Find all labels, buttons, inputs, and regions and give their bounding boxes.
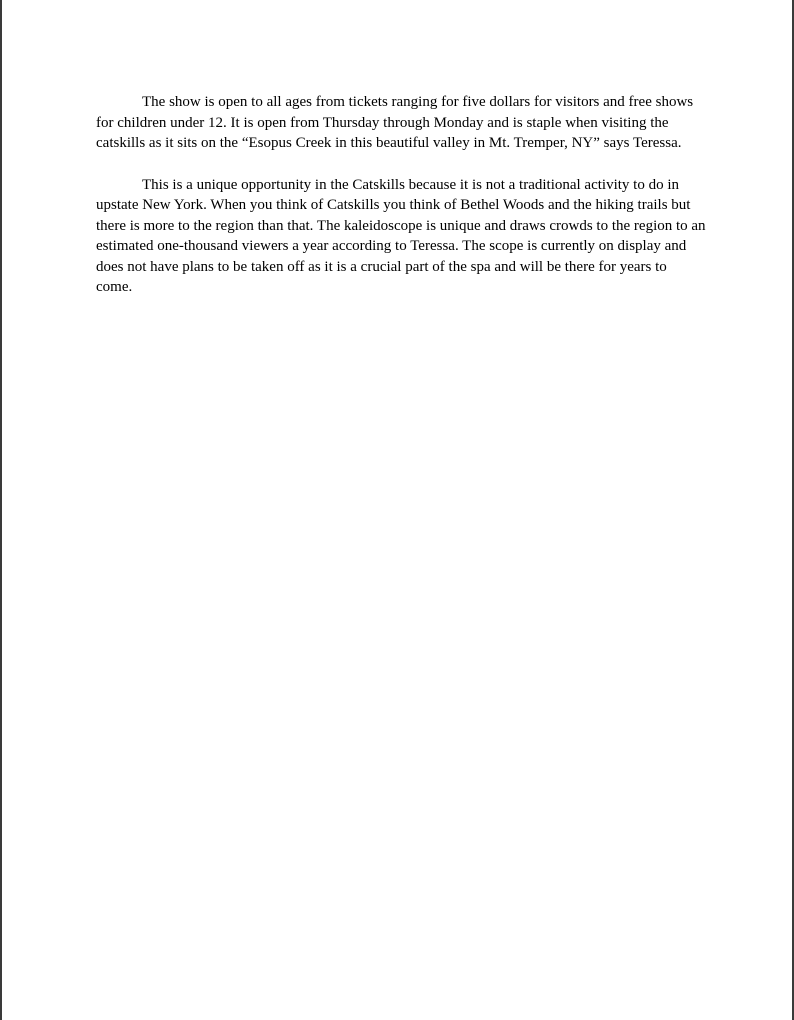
paragraph-unique-opportunity: This is a unique opportunity in the Catskills because it is not a traditional activity to do in upstate New York. When you think of Catskills you think of Bethel Woods and the hiking trails but there is more to the region than that. The kaleidoscope is unique and draws crowds to the region to an estimated one-thousand viewers a year according to Teressa. The scope is currently on display and does not have plans to be taken off as it is a crucial part of the spa and will be there for years to come. [96,176,706,295]
document-body [96,92,706,319]
paragraph-show-info: The show is open to all ages from tickets ranging for five dollars for visitors and free shows for children under 12. It is open from Thursday through Monday and is staple when visiting the catskills as it sits on the “Esopus Creek in this beautiful valley in Mt. Tremper, NY” says Teressa. [96,94,694,151]
